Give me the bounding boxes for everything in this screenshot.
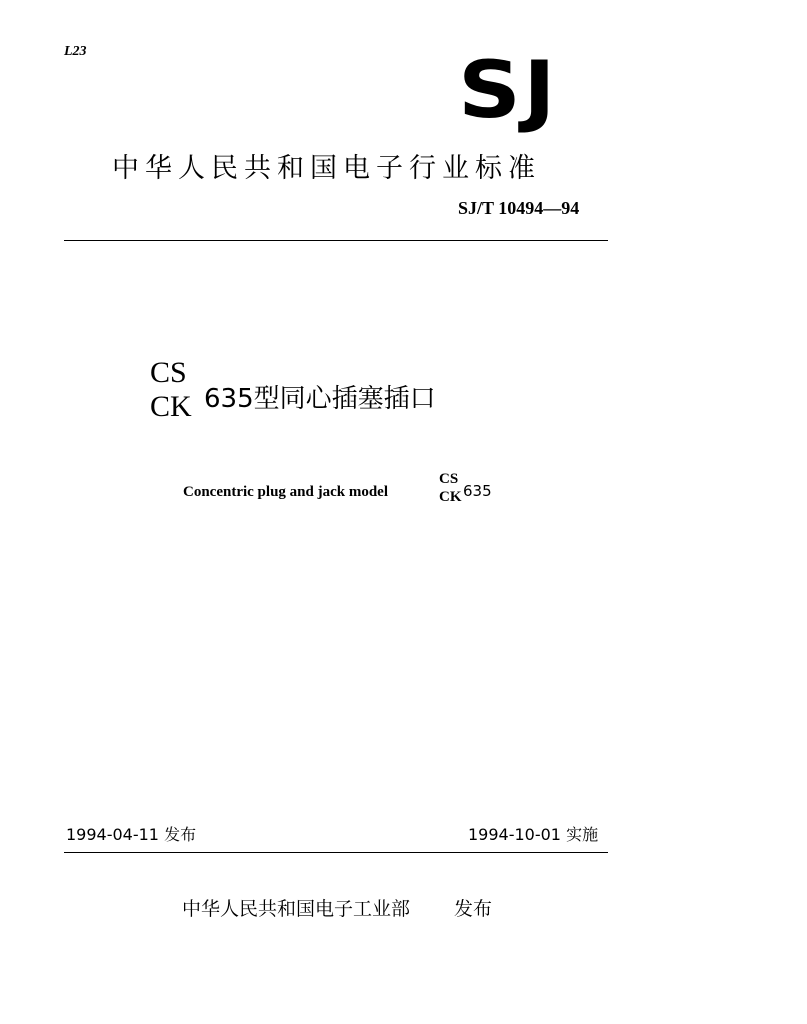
title-prefix-ck: CK <box>150 390 192 423</box>
title-main-text: 635型同心插塞插口 <box>204 384 436 414</box>
issuing-verb: 发布 <box>454 898 493 920</box>
implementation-date: 1994-10-01 实施 <box>468 825 599 844</box>
classification-code: L23 <box>64 44 87 59</box>
title-prefix-cs: CS <box>150 356 187 389</box>
sj-logo: SJ <box>458 46 558 136</box>
bottom-divider <box>64 852 608 853</box>
subtitle-model-prefix <box>439 470 462 506</box>
subtitle-prefix-ck: CK <box>439 489 462 505</box>
title-model-prefix <box>150 356 192 424</box>
document-title <box>150 356 436 424</box>
issuing-authority: 中华人民共和国电子工业部 <box>182 898 411 920</box>
subtitle-model-number: 635 <box>463 482 492 500</box>
issue-date: 1994-04-11 发布 <box>66 825 197 844</box>
subtitle-text: Concentric plug and jack model <box>183 484 389 500</box>
standard-code: SJ/T 10494—94 <box>458 198 580 218</box>
subtitle-prefix-cs: CS <box>439 471 459 487</box>
top-divider <box>64 240 608 241</box>
standard-organization: 中华人民共和国电子行业标准 <box>112 153 541 184</box>
